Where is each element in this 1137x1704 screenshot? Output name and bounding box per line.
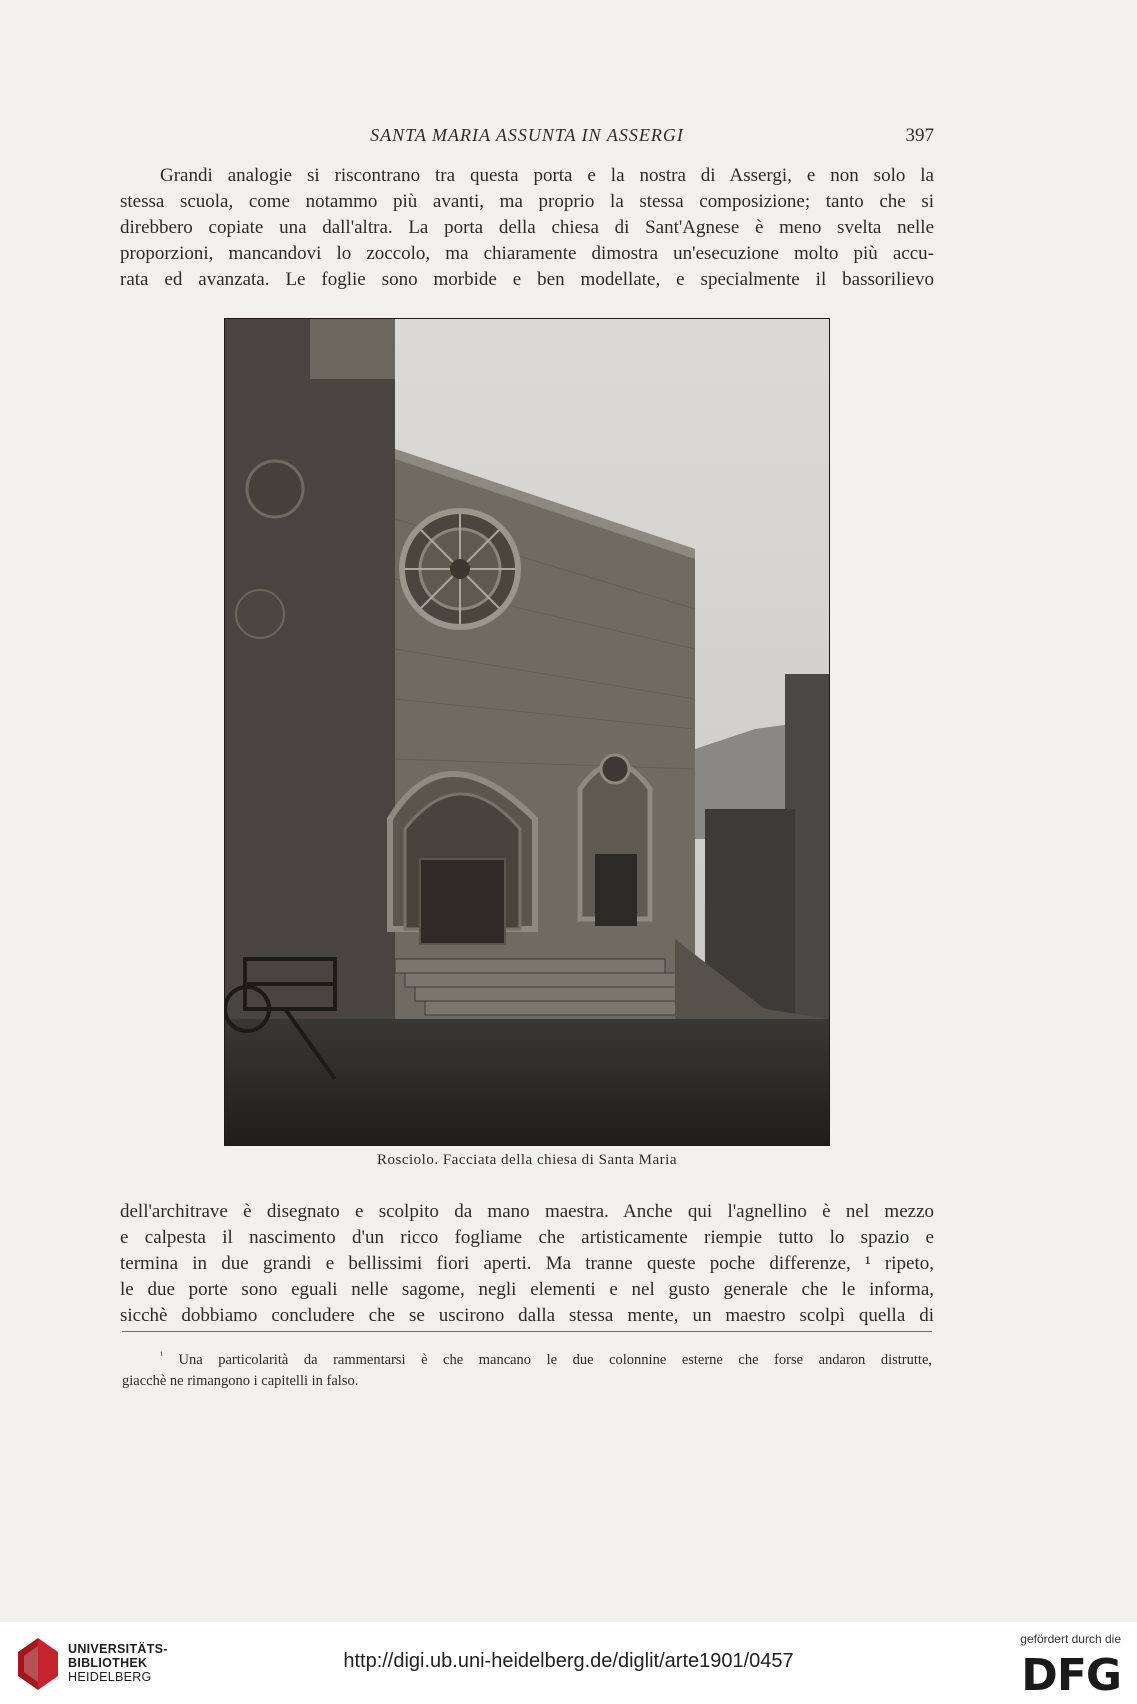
page-number: 397 bbox=[905, 125, 934, 146]
text-line: termina in due grandi e bellissimi fiori aperti. Ma tranne queste poche differenze, ¹ ripeto, bbox=[120, 1253, 934, 1274]
footnote-divider bbox=[122, 1331, 932, 1332]
footnote-text: Una particolarità da rammentarsi è che mancano le due colonnine esterne che forse andaron distrutte, bbox=[178, 1351, 933, 1368]
footnote bbox=[122, 1345, 932, 1392]
library-city: HEIDELBERG bbox=[68, 1670, 152, 1684]
text-line: le due porte sono eguali nelle sagome, negli elementi e nel gusto generale che le informa, bbox=[120, 1279, 934, 1300]
footnote-line bbox=[122, 1345, 932, 1371]
dfg-logo-icon: DFG bbox=[1021, 1650, 1121, 1701]
text-line: proporzioni, mancandovi lo zoccolo, ma chiaramente dimostra un'esecuzione molto più accu- bbox=[120, 243, 934, 264]
library-name-line2: BIBLIOTHEK bbox=[68, 1656, 148, 1670]
text-line: rata ed avanzata. Le foglie sono morbide e ben modellate, e specialmente il bassorilievo bbox=[120, 269, 934, 290]
paragraph-bottom bbox=[120, 1199, 934, 1329]
funding-text: gefördert durch die bbox=[1020, 1632, 1121, 1646]
text-line: sicchè dobbiamo concludere che se uscirono dalla stessa mente, un maestro scolpì quella di bbox=[120, 1305, 934, 1326]
running-title: SANTA MARIA ASSUNTA IN ASSERGI bbox=[370, 125, 684, 145]
footnote-line: giacchè ne rimangono i capitelli in falso. bbox=[122, 1372, 359, 1389]
text-line: direbbero copiate una dall'altra. La porta della chiesa di Sant'Agnese è meno svelta nelle bbox=[120, 217, 934, 238]
figure-caption: Rosciolo. Facciata della chiesa di Santa Maria bbox=[377, 1152, 677, 1168]
photo-illustration bbox=[225, 319, 829, 1145]
paragraph-top bbox=[120, 163, 934, 293]
church-facade-photo bbox=[224, 318, 830, 1146]
library-name-line1: UNIVERSITÄTS- bbox=[68, 1642, 168, 1656]
text-line: e calpesta il nascimento d'un ricco fogliame che artisticamente riempie tutto lo spazio e bbox=[120, 1227, 934, 1248]
page-header bbox=[120, 125, 934, 149]
permalink-url[interactable]: http://digi.ub.uni-heidelberg.de/diglit/arte1901/0457 bbox=[343, 1650, 794, 1672]
text-line: stessa scuola, come notammo più avanti, ma proprio la stessa composizione; tanto che si bbox=[120, 191, 934, 212]
footnote-marker: ¹ bbox=[160, 1350, 163, 1361]
text-line: dell'architrave è disegnato e scolpito da mano maestra. Anche qui l'agnellino è nel mezzo bbox=[120, 1201, 934, 1222]
text-line: Grandi analogie si riscontrano tra questa porta e la nostra di Assergi, e non solo la bbox=[160, 165, 934, 186]
footer-bar bbox=[0, 1622, 1137, 1704]
